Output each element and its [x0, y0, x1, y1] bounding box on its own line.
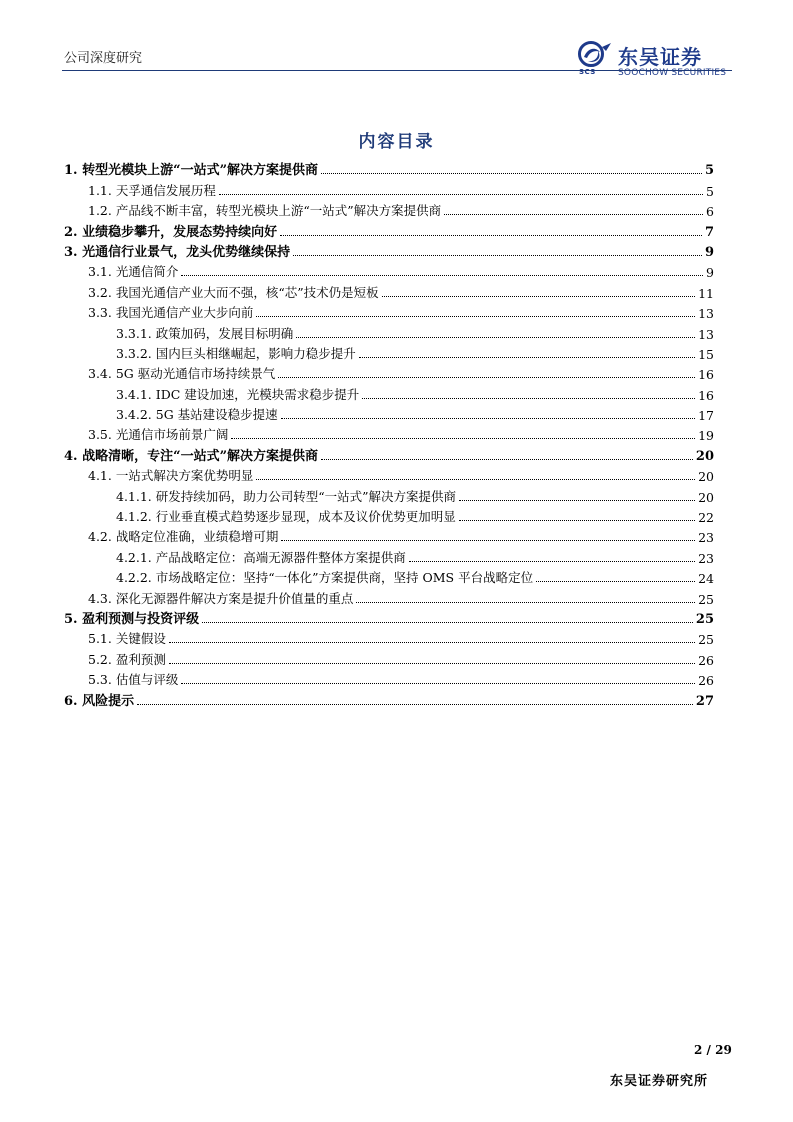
toc-entry[interactable]	[64, 423, 714, 443]
toc-entry[interactable]	[64, 178, 714, 198]
toc-leader-dots	[256, 316, 695, 317]
toc-entry-page: 9	[704, 244, 714, 260]
table-of-contents	[64, 158, 714, 709]
toc-entry[interactable]	[64, 566, 714, 586]
toc-entry[interactable]	[64, 525, 714, 545]
toc-entry-page: 25	[695, 611, 714, 627]
toc-title: 内容目录	[358, 132, 435, 152]
toc-entry-page: 25	[698, 632, 714, 648]
toc-leader-dots	[256, 479, 695, 480]
toc-entry-label: 1. 转型光模块上游“一站式”解决方案提供商	[64, 159, 318, 178]
toc-leader-dots	[459, 520, 695, 521]
toc-entry-label: 2. 业绩稳步攀升，发展态势持续向好	[64, 221, 277, 240]
toc-entry[interactable]	[64, 668, 714, 688]
toc-entry-page: 7	[704, 224, 714, 240]
toc-leader-dots	[281, 540, 695, 541]
toc-leader-dots	[296, 337, 695, 338]
toc-entry-label: 3. 光通信行业景气，龙头优势继续保持	[64, 241, 290, 260]
toc-entry-page: 13	[698, 306, 714, 322]
toc-entry-label: 4.2.2. 市场战略定位：坚持“一体化”方案提供商，坚持 OMS 平台战略定位	[116, 570, 534, 586]
toc-entry-page: 15	[698, 346, 714, 362]
toc-entry[interactable]	[64, 199, 714, 219]
toc-leader-dots	[356, 602, 695, 603]
toc-entry-label: 1.1. 天孚通信发展历程	[88, 182, 216, 198]
toc-entry-label: 3.3.1. 政策加码，发展目标明确	[116, 325, 294, 341]
toc-entry-page: 13	[698, 326, 714, 342]
toc-entry-label: 1.2. 产品线不断丰富，转型光模块上游“一站式”解决方案提供商	[88, 203, 442, 219]
toc-leader-dots	[536, 581, 695, 582]
toc-entry[interactable]	[64, 342, 714, 362]
toc-leader-dots	[409, 561, 695, 562]
toc-entry-label: 5. 盈利预测与投资评级	[64, 608, 199, 627]
toc-entry-label: 5.3. 估值与评级	[88, 672, 179, 688]
toc-entry-page: 23	[698, 550, 714, 566]
toc-entry-page: 16	[698, 367, 714, 383]
toc-entry-label: 3.2. 我国光通信产业大而不强，核“芯”技术仍是短板	[88, 284, 379, 300]
toc-entry-page: 22	[698, 510, 714, 526]
toc-leader-dots	[321, 173, 702, 174]
toc-entry[interactable]	[64, 158, 714, 178]
toc-entry-label: 4.1.1. 研发持续加码，助力公司转型“一站式”解决方案提供商	[116, 488, 457, 504]
toc-leader-dots	[181, 683, 695, 684]
toc-entry-label: 4.2. 战略定位准确，业绩稳增可期	[88, 529, 279, 545]
toc-entry[interactable]	[64, 382, 714, 402]
toc-entry-page: 24	[698, 571, 714, 587]
toc-entry[interactable]	[64, 484, 714, 504]
toc-entry-label: 3.5. 光通信市场前景广阔	[88, 427, 229, 443]
soochow-logo-icon	[578, 41, 612, 67]
toc-entry[interactable]	[64, 219, 714, 239]
toc-entry-label: 5.2. 盈利预测	[88, 651, 166, 667]
logo-name-en: SOOCHOW SECURITIES	[618, 68, 727, 78]
toc-leader-dots	[359, 357, 695, 358]
toc-leader-dots	[362, 398, 695, 399]
toc-entry[interactable]	[64, 321, 714, 341]
toc-entry-label: 4.1. 一站式解决方案优势明显	[88, 468, 254, 484]
toc-entry[interactable]	[64, 464, 714, 484]
page-number: 2 / 29	[694, 1043, 732, 1057]
toc-leader-dots	[169, 642, 695, 643]
toc-entry-page: 23	[698, 530, 714, 546]
toc-entry[interactable]	[64, 362, 714, 382]
logo-name-cn: 东吴证券	[618, 45, 702, 69]
toc-leader-dots	[202, 622, 693, 623]
toc-leader-dots	[382, 296, 695, 297]
toc-leader-dots	[444, 214, 703, 215]
toc-leader-dots	[219, 194, 703, 195]
toc-entry-label: 5.1. 关键假设	[88, 631, 166, 647]
toc-entry[interactable]	[64, 260, 714, 280]
report-type-label: 公司深度研究	[64, 51, 143, 66]
toc-entry-page: 19	[698, 428, 714, 444]
toc-entry-page: 17	[698, 408, 714, 424]
toc-entry-label: 3.4.1. IDC 建设加速，光模块需求稳步提升	[116, 386, 360, 402]
toc-leader-dots	[169, 663, 695, 664]
toc-entry-page: 25	[698, 591, 714, 607]
toc-entry-label: 4.3. 深化无源器件解决方案是提升价值量的重点	[88, 590, 354, 606]
toc-entry[interactable]	[64, 505, 714, 525]
toc-entry-page: 5	[706, 183, 714, 199]
toc-entry-page: 5	[704, 163, 714, 179]
toc-entry[interactable]	[64, 647, 714, 667]
toc-entry[interactable]	[64, 545, 714, 565]
toc-entry-page: 20	[695, 448, 714, 464]
toc-leader-dots	[321, 459, 693, 460]
company-logo	[578, 41, 738, 79]
toc-entry-label: 6. 风险提示	[64, 690, 134, 709]
toc-entry-label: 3.3. 我国光通信产业大步向前	[88, 305, 254, 321]
toc-entry-label: 4.2.1. 产品战略定位：高端无源器件整体方案提供商	[116, 549, 406, 565]
toc-leader-dots	[293, 255, 702, 256]
toc-entry-page: 26	[698, 673, 714, 689]
toc-leader-dots	[459, 500, 695, 501]
toc-entry-page: 6	[706, 204, 714, 220]
toc-entry-page: 26	[698, 652, 714, 668]
toc-entry-label: 4.1.2. 行业垂直模式趋势逐步显现，成本及议价优势更加明显	[116, 509, 456, 525]
toc-entry-label: 3.3.2. 国内巨头相继崛起，影响力稳步提升	[116, 345, 356, 361]
toc-entry-page: 11	[698, 285, 714, 301]
toc-entry[interactable]	[64, 240, 714, 260]
toc-leader-dots	[137, 704, 693, 705]
toc-leader-dots	[281, 418, 695, 419]
toc-entry[interactable]	[64, 301, 714, 321]
toc-entry-label: 3.4.2. 5G 基站建设稳步提速	[116, 407, 278, 423]
toc-entry-label: 3.4. 5G 驱动光通信市场持续景气	[88, 366, 276, 382]
toc-entry[interactable]	[64, 607, 714, 627]
toc-entry[interactable]	[64, 280, 714, 300]
toc-entry-page: 20	[698, 489, 714, 505]
toc-entry-label: 4. 战略清晰，专注“一站式”解决方案提供商	[64, 445, 318, 464]
toc-leader-dots	[181, 275, 703, 276]
toc-entry[interactable]	[64, 586, 714, 606]
toc-entry[interactable]	[64, 403, 714, 423]
header-divider	[62, 70, 732, 71]
toc-entry-page: 9	[706, 265, 714, 281]
toc-entry[interactable]	[64, 627, 714, 647]
toc-entry-label: 3.1. 光通信简介	[88, 264, 179, 280]
toc-leader-dots	[231, 438, 695, 439]
footer-organization: 东吴证券研究所	[610, 1074, 709, 1089]
toc-leader-dots	[280, 235, 702, 236]
toc-entry-page: 27	[695, 693, 714, 709]
toc-entry[interactable]	[64, 688, 714, 708]
toc-entry-page: 16	[698, 387, 714, 403]
toc-entry[interactable]	[64, 443, 714, 463]
toc-leader-dots	[278, 377, 695, 378]
logo-abbr: SCS	[579, 68, 596, 76]
toc-entry-page: 20	[698, 469, 714, 485]
